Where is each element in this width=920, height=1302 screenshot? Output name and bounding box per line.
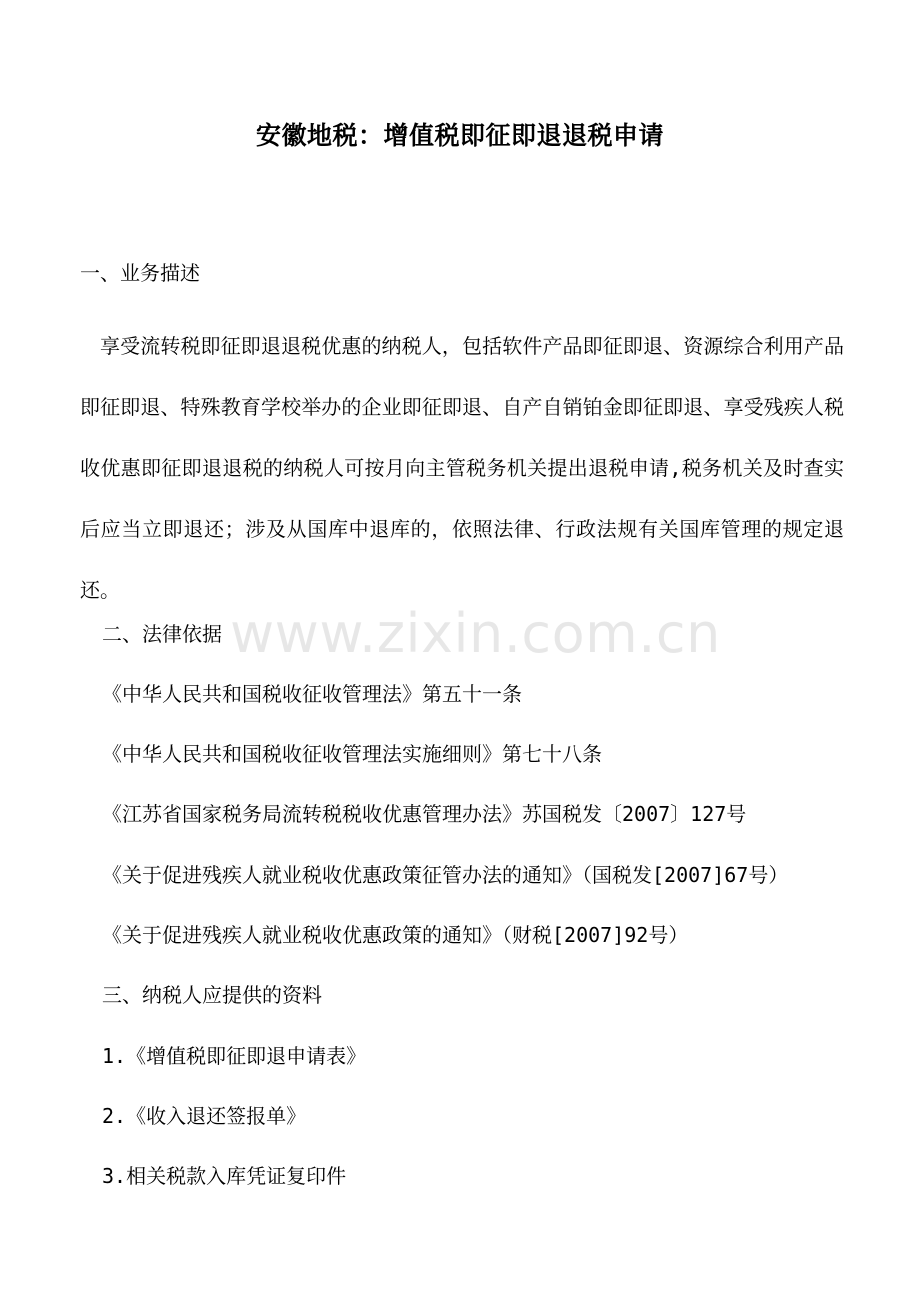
section-heading-materials: 三、纳税人应提供的资料 <box>102 983 322 1007</box>
material-item: 3.相关税款入库凭证复印件 <box>102 1164 347 1188</box>
document-title: 安徽地税：增值税即征即退退税申请 <box>255 121 664 150</box>
law-item: 《关于促进残疾人就业税收优惠政策的通知》（财税[2007]92号） <box>102 923 689 947</box>
section-heading-legal-basis: 二、法律依据 <box>102 622 222 646</box>
law-item: 《江苏省国家税务局流转税税收优惠管理办法》苏国税发〔2007〕127号 <box>102 802 747 826</box>
law-item: 《关于促进残疾人就业税收优惠政策征管办法的通知》（国税发[2007]67号） <box>102 863 789 887</box>
material-item: 1.《增值税即征即退申请表》 <box>102 1044 367 1068</box>
material-item: 2.《收入退还签报单》 <box>102 1104 307 1128</box>
law-item: 《中华人民共和国税收征收管理法》第五十一条 <box>102 682 522 706</box>
law-item: 《中华人民共和国税收征收管理法实施细则》第七十八条 <box>102 742 602 766</box>
section-heading-description: 一、业务描述 <box>80 261 200 285</box>
description-paragraph: 享受流转税即征即退退税优惠的纳税人，包括软件产品即征即退、资源综合利用产品即征即退、特殊教育学校举办的企业即征即退、自产自销铂金即征即退、享受残疾人税收优惠即征即退退税的纳税人可按月向主管税务机关提出退税申请,税务机关及时查实后应当立即退还；涉及从国库中退库的，依照法律、行政法规有关国库管理的规定退还。 <box>80 334 844 602</box>
watermark: www.zixin.com.cn <box>230 602 721 665</box>
